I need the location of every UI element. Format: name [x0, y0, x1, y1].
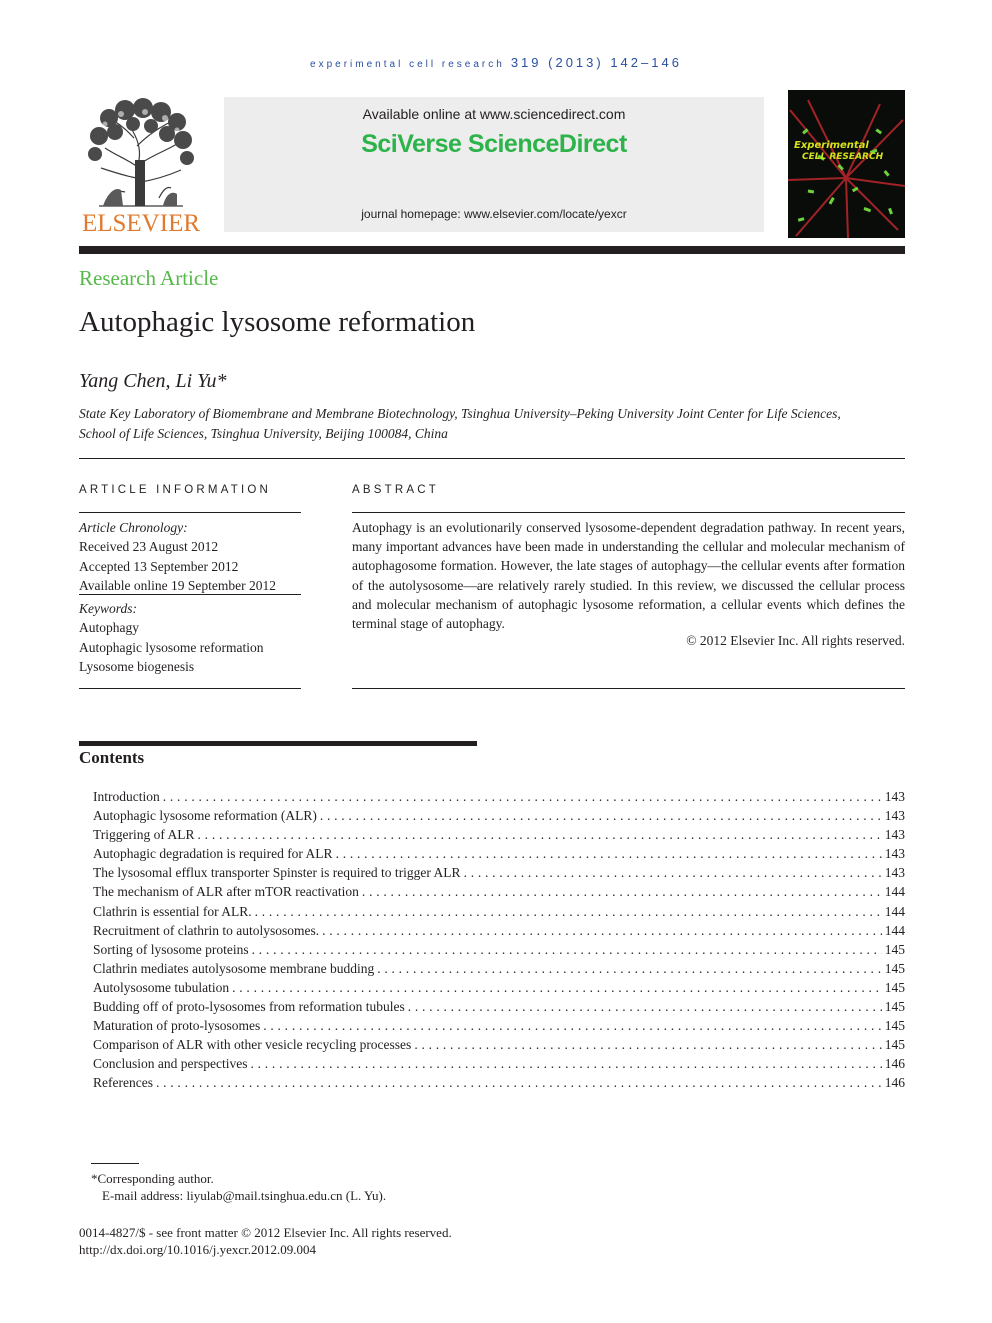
toc-item-page: 145 — [884, 999, 905, 1015]
issn-copyright: 0014-4827/$ - see front matter © 2012 Elsevier Inc. All rights reserved. — [79, 1225, 452, 1240]
toc-item-title[interactable]: Comparison of ALR with other vesicle recycling processes — [93, 1037, 412, 1053]
toc-item-title[interactable]: The mechanism of ALR after mTOR reactivation — [93, 884, 359, 900]
toc-item-page: 143 — [884, 846, 905, 862]
toc-item-page: 143 — [884, 827, 905, 843]
toc-item-title[interactable]: Maturation of proto-lysosomes — [93, 1018, 261, 1034]
toc-item-page: 145 — [884, 1037, 905, 1053]
toc-item-title[interactable]: The lysosomal efflux transporter Spinster is required to trigger ALR — [93, 865, 461, 881]
author-email[interactable]: E-mail address: liyulab@mail.tsinghua.edu.cn (L. Yu). — [102, 1188, 387, 1203]
doi-link[interactable]: http://dx.doi.org/10.1016/j.yexcr.2012.09.004 — [79, 1242, 317, 1257]
toc-item[interactable] — [93, 827, 905, 846]
cover-title-line1: Experimental — [794, 140, 869, 151]
toc-item[interactable] — [93, 980, 905, 999]
toc-leader — [414, 1037, 881, 1053]
abstract-heading: ABSTRACT — [352, 484, 439, 496]
journal-homepage-link[interactable]: journal homepage: www.elsevier.com/locate/yexcr — [361, 207, 627, 221]
divider — [79, 688, 301, 689]
toc-item[interactable] — [93, 1037, 905, 1056]
toc-item-page: 143 — [884, 808, 905, 824]
divider — [352, 512, 905, 513]
contents-title: Contents — [79, 748, 145, 767]
toc-item-title[interactable]: Autophagic lysosome reformation (ALR) — [93, 808, 317, 824]
journal-header — [0, 55, 992, 70]
article-authors[interactable]: Yang Chen, Li Yu* — [79, 370, 227, 392]
toc-leader — [464, 865, 882, 881]
article-info-heading: ARTICLE INFORMATION — [79, 484, 271, 496]
toc-item-title[interactable]: Autolysosome tubulation — [93, 979, 230, 995]
toc-item[interactable] — [93, 961, 905, 980]
toc-leader — [336, 846, 882, 862]
cover-title-line2: CELL RESEARCH — [802, 152, 884, 162]
divider — [79, 594, 301, 595]
header-divider — [79, 246, 905, 254]
keyword-item[interactable]: Autophagic lysosome reformation — [79, 639, 264, 655]
abstract-copyright: © 2012 Elsevier Inc. All rights reserved. — [686, 633, 905, 648]
contents-divider — [79, 741, 477, 746]
toc-item-page: 145 — [884, 979, 905, 995]
toc-item-page: 143 — [884, 865, 905, 881]
keywords-label: Keywords: — [79, 601, 137, 616]
toc-item[interactable] — [93, 846, 905, 865]
toc-item[interactable] — [93, 1056, 905, 1075]
toc-item-page: 146 — [884, 1075, 905, 1091]
keyword-item[interactable]: Lysosome biogenesis — [79, 658, 195, 674]
toc-item[interactable] — [93, 923, 905, 942]
toc-item[interactable] — [93, 904, 905, 923]
toc-item-title[interactable]: Introduction — [93, 789, 160, 804]
toc-item-title[interactable]: Clathrin is essential for ALR. — [93, 903, 252, 919]
toc-item-title[interactable]: Recruitment of clathrin to autolysosomes. — [93, 922, 320, 938]
chronology-label: Article Chronology: — [79, 520, 188, 535]
affiliation-line: State Key Laboratory of Biomembrane and Membrane Biotechnology, Tsinghua University–Peking University Joint Center for Life Sciences, — [79, 406, 841, 421]
publisher-name: ELSEVIER — [81, 210, 201, 237]
toc-leader — [252, 942, 882, 958]
keyword-item[interactable]: Autophagy — [79, 620, 139, 636]
toc-item-title[interactable]: Clathrin mediates autolysosome membrane budding — [93, 960, 375, 976]
toc-leader — [163, 789, 882, 805]
sciencedirect-brand[interactable]: SciVerse ScienceDirect — [361, 130, 627, 158]
divider — [79, 512, 301, 513]
article-title: Autophagic lysosome reformation — [79, 306, 476, 338]
toc-item-page: 144 — [884, 903, 905, 919]
toc-leader — [156, 1075, 882, 1091]
available-online-text[interactable]: Available online at www.sciencedirect.com — [362, 106, 626, 122]
toc-item-page: 144 — [884, 884, 905, 900]
online-date: Available online 19 September 2012 — [79, 577, 276, 593]
received-date: Received 23 August 2012 — [79, 539, 219, 555]
corresponding-author-label: *Corresponding author. — [91, 1171, 214, 1186]
toc-item[interactable] — [93, 1075, 905, 1094]
toc-item[interactable] — [93, 1018, 905, 1037]
article-chronology — [79, 518, 301, 595]
toc-leader — [255, 904, 882, 920]
toc-leader — [408, 999, 882, 1015]
accepted-date: Accepted 13 September 2012 — [79, 558, 239, 574]
toc-leader — [320, 808, 882, 824]
affiliation-line: School of Life Sciences, Tsinghua University, Beijing 100084, China — [79, 426, 448, 441]
toc-leader — [362, 884, 882, 900]
toc-item[interactable] — [93, 789, 905, 808]
toc-item[interactable] — [93, 999, 905, 1018]
toc-leader — [322, 923, 882, 939]
toc-item-page: 143 — [884, 789, 905, 804]
footnote-divider — [91, 1163, 139, 1164]
keywords — [79, 599, 301, 676]
journal-volume-pages: 319 (2013) 142–146 — [510, 55, 682, 70]
toc-item-title[interactable]: Conclusion and perspectives — [93, 1056, 248, 1072]
toc-item-title[interactable]: Triggering of ALR — [93, 827, 195, 843]
toc-item-title[interactable]: Budding off of proto-lysosomes from reformation tubules — [93, 999, 405, 1015]
toc-leader — [263, 1018, 882, 1034]
toc-item[interactable] — [93, 808, 905, 827]
toc-item-title[interactable]: References — [93, 1075, 153, 1091]
article-type: Research Article — [79, 266, 219, 290]
toc-leader — [250, 1056, 881, 1072]
toc-item[interactable] — [93, 865, 905, 884]
table-of-contents — [93, 789, 905, 1095]
front-matter — [79, 1224, 452, 1258]
divider — [79, 458, 905, 459]
toc-leader — [198, 827, 882, 843]
abstract-text: Autophagy is an evolutionarily conserved lysosome-dependent degradation pathway. In recent years, many important advances have been made in understanding the cellular and molecular mechanism of autophagosome formation. However, the late stages of autophagy—the cellular events after formation of the autolysosome—are relatively rarely studied. In this review, we discussed the cellular process and molecular mechanism of autophagic lysosome reformation, a cellular events which defines the terminal stage of autophagy. — [352, 520, 905, 632]
toc-item-title[interactable]: Autophagic degradation is required for ALR — [93, 846, 333, 862]
toc-item-page: 145 — [884, 1018, 905, 1034]
toc-item-page: 145 — [884, 960, 905, 976]
toc-item-page: 146 — [884, 1056, 905, 1072]
toc-item-title[interactable]: Sorting of lysosome proteins — [93, 941, 249, 957]
toc-item[interactable] — [93, 884, 905, 903]
journal-cover-image — [788, 90, 905, 238]
toc-item-page: 144 — [884, 922, 905, 938]
author-affiliation — [79, 404, 909, 444]
divider — [352, 688, 905, 689]
toc-item[interactable] — [93, 942, 905, 961]
toc-item-page: 145 — [884, 941, 905, 957]
corresponding-author-footnote — [91, 1170, 386, 1204]
journal-name: experimental cell research — [310, 59, 505, 70]
toc-leader — [232, 980, 882, 996]
toc-leader — [377, 961, 882, 977]
